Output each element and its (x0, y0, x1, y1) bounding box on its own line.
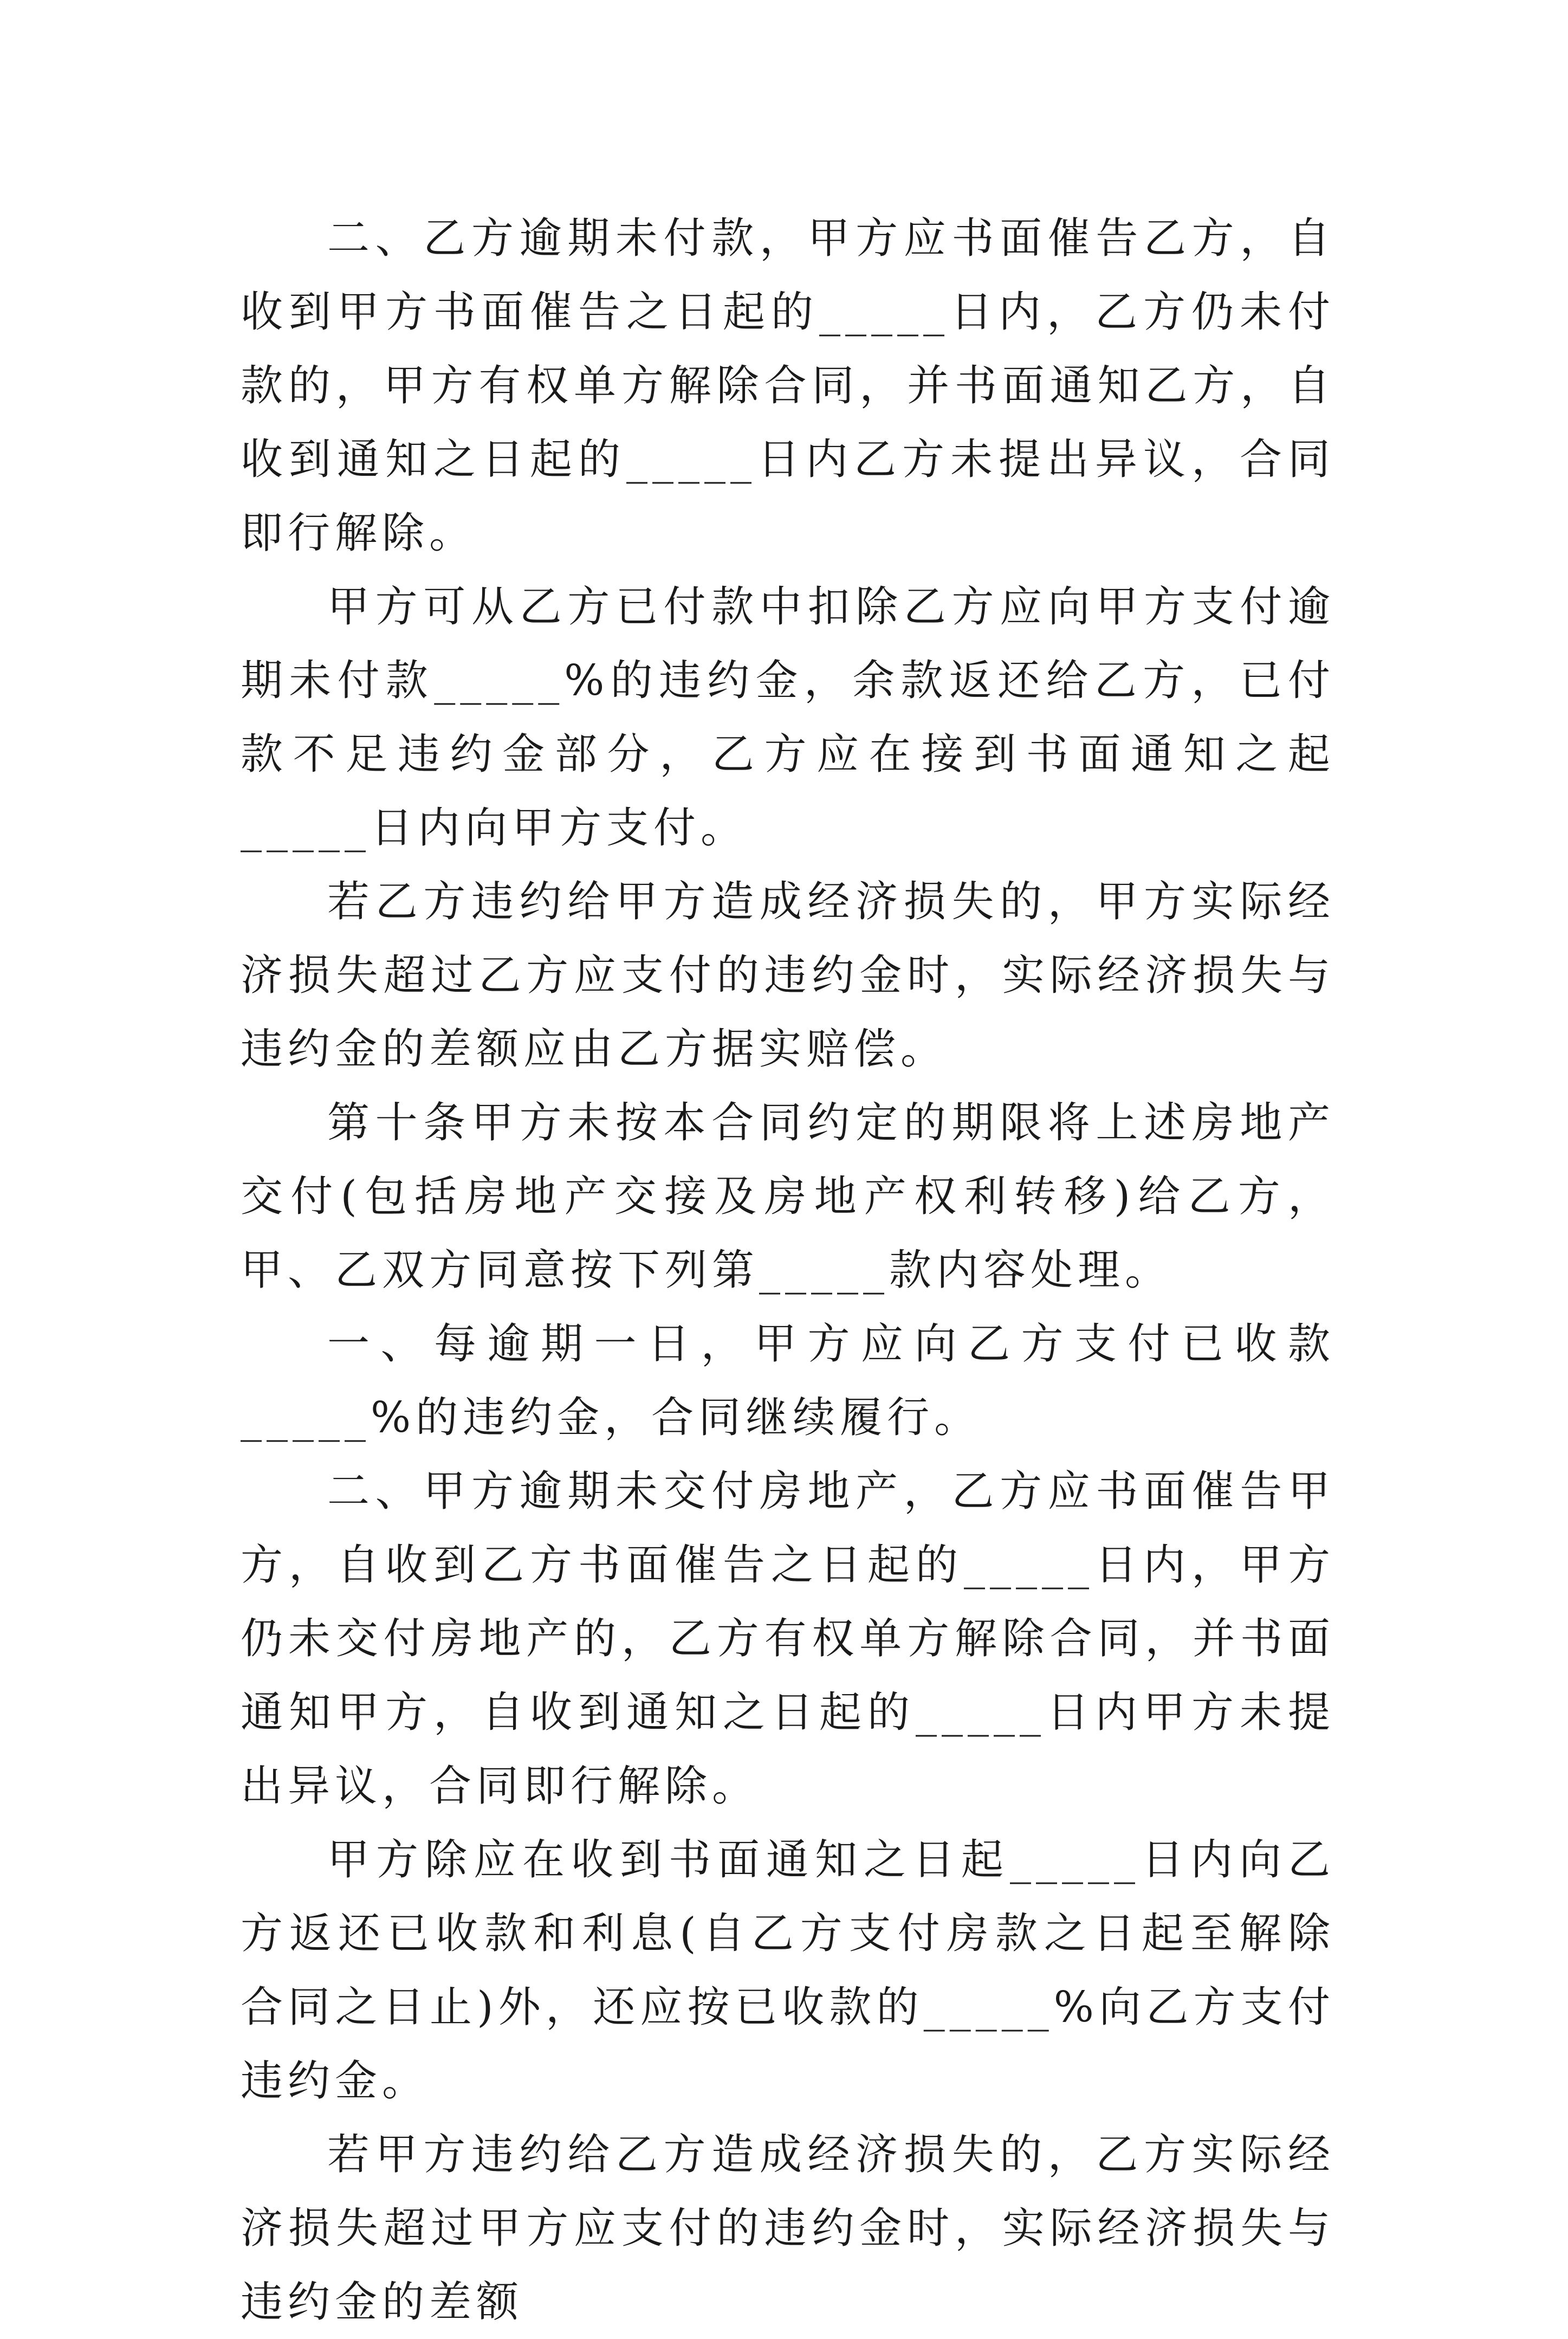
paragraph-seller-compensation: 若甲方违约给乙方造成经济损失的，乙方实际经济损失超过甲方应支付的违约金时，实际经济损失与违约金的差额 (241, 2130, 1335, 2327)
paragraph-article-ten: 第十条甲方未按本合同约定的期限将上述房地产交付(包括房地产交接及房地产权利转移)给乙方，甲、乙双方同意按下列第_____款内容处理。 (241, 1099, 1335, 1295)
paragraph-buyer-compensation: 若乙方违约给甲方造成经济损失的，甲方实际经济损失超过乙方应支付的违约金时，实际经济损失与违约金的差额应由乙方据实赔偿。 (241, 877, 1335, 1074)
paragraph-deduct-penalty: 甲方可从乙方已付款中扣除乙方应向甲方支付逾期未付款_____%的违约金，余款返还给乙方，已付款不足违约金部分，乙方应在接到书面通知之起_____日内向甲方支付。 (241, 583, 1335, 852)
contract-text-body (241, 202, 1335, 2339)
paragraph-overdue-delivery-termination: 二、甲方逾期未交付房地产，乙方应书面催告甲方，自收到乙方书面催告之日起的_____日内，甲方仍未交付房地产的，乙方有权单方解除合同，并书面通知甲方，自收到通知之日起的_____日内甲方未提出异议，合同即行解除。 (241, 1467, 1335, 1811)
paragraph-refund-and-penalty: 甲方除应在收到书面通知之日起_____日内向乙方返还已收款和利息(自乙方支付房款之日起至解除合同之日止)外，还应按已收款的_____%向乙方支付违约金。 (241, 1836, 1335, 2105)
paragraph-daily-penalty: 一、每逾期一日，甲方应向乙方支付已收款_____%的违约金，合同继续履行。 (241, 1320, 1335, 1442)
paragraph-overdue-payment-termination: 二、乙方逾期未付款，甲方应书面催告乙方，自收到甲方书面催告之日起的_____日内，乙方仍未付款的，甲方有权单方解除合同，并书面通知乙方，自收到通知之日起的_____日内乙方未提出异议，合同即行解除。 (241, 214, 1335, 558)
